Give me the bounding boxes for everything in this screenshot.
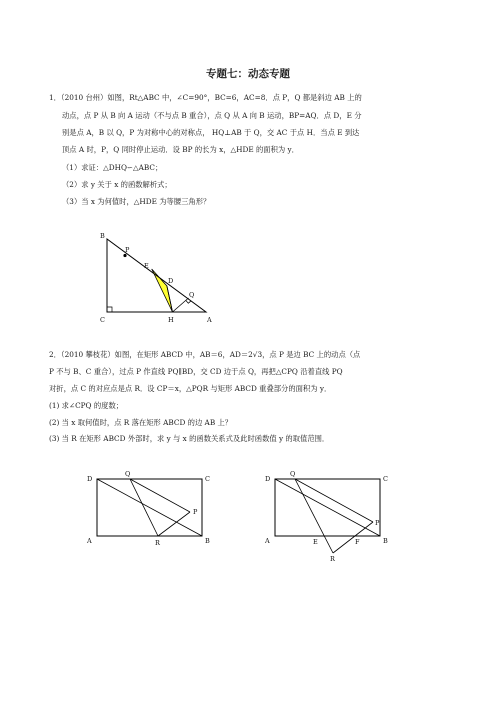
p2-left-segment-rp [158,512,190,536]
p1-question-1: （1）求证：△DHQ∽△ABC； [62,163,163,172]
p2-left-label-d: D [87,475,93,483]
p2-line-2: P 不与 B、C 重合），过点 P 作直线 PQ∥BD，交 CD 边于点 Q，再把△CPQ 沿着直线 PQ [49,367,343,376]
p1-line-2: 动点，点 P 从 B 向 A 运动（不与点 B 重合），点 Q 从 A 向 B 运动，BP=AQ．点 D，E 分 [62,111,362,120]
p1-line-4: 顶点 A 时，P，Q 同时停止运动．设 BP 的长为 x，△HDE 的面积为 y． [62,145,299,154]
p1-question-3: （3）当 x 为何值时，△HDE 为等腰三角形？ [62,197,211,206]
p2-right-diagonal-bd [275,479,380,536]
p2-question-1: (1) 求∠CPQ 的度数； [49,401,124,410]
p2-rectangle-figure-right [262,466,392,562]
p1-right-angle-c [107,307,112,312]
p2-right-segment-rp [333,522,373,553]
p2-line-3: 对折，点 C 的对应点是点 R．设 CP＝x，△PQR 与矩形 ABCD 重叠部分的面积为 y． [49,384,332,393]
p1-question-2: （2）求 y 关于 x 的函数解析式； [62,180,172,189]
p1-line-3: 别是点 A，B 以 Q，P 为对称中心的对称点， HQ⊥AB 于 Q，交 AC 于点 H．当点 E 到达 [62,128,360,137]
p1-label-d: D [168,277,174,285]
p1-line-1: 1．（2010 台州）如图，Rt△ABC 中，∠C=90°，BC=6，AC=8．点 P，Q 都是斜边 AB 上的 [49,93,362,102]
p2-right-label-e: E [313,538,318,546]
p2-right-label-a: A [265,537,270,545]
p1-label-p: P [125,246,130,254]
p2-question-2: (2) 当 x 取何值时，点 R 落在矩形 ABCD 的边 AB 上？ [49,418,233,427]
p2-right-label-c: C [383,475,388,483]
p1-point-p [123,254,126,257]
p1-label-b: B [100,232,105,240]
page-title: 专题七：动态专题 [206,68,290,80]
p2-left-diagonal-bd [97,479,202,536]
p1-label-a: A [207,316,212,324]
p2-left-label-p: P [193,508,198,516]
p2-right-label-p: P [375,519,380,527]
p2-left-label-r: R [155,539,160,547]
p1-shaded-triangle [152,269,173,312]
p2-left-label-a: A [87,537,92,545]
p1-label-h: H [168,316,174,324]
p2-left-segment-qr [130,479,158,536]
p2-left-label-b: B [205,537,210,545]
p1-label-q: Q [189,291,195,299]
p2-rectangle-figure-left [84,466,214,548]
p2-right-label-f: F [355,538,360,546]
p1-label-c: C [100,316,105,324]
p2-right-label-d: D [265,475,271,483]
p2-left-segment-pq [130,479,190,512]
p2-line-1: 2．（2010 攀枝花）如图，在矩形 ABCD 中，AB＝6，AD＝2√3，点 P 是边 BC 上的动点（点 [49,350,361,359]
p2-right-label-q: Q [290,470,296,478]
p2-right-segment-pq [295,479,373,522]
p2-question-3: (3) 当 R 在矩形 ABCD 外部时，求 y 与 x 的函数关系式及此时函数值 y 的取值范围． [49,434,330,443]
p1-label-e: E [144,262,149,270]
p1-triangle-figure [96,228,221,328]
p2-right-label-b: B [383,537,388,545]
p2-right-label-r: R [330,555,335,562]
p2-left-label-q: Q [125,470,131,478]
p2-left-label-c: C [205,475,210,483]
p1-segment-hq [173,298,189,312]
